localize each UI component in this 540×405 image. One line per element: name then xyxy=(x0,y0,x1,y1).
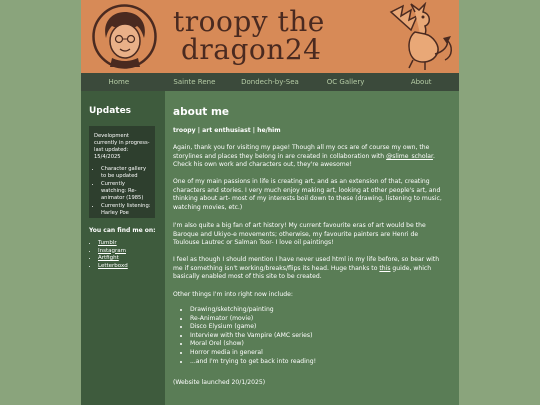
art-history-paragraph: I'm also quite a big fan of art history! My current favourite eras of art would be the Baroque and Ukiyo-e movements; otherwise, my favourite painters are Henri de Toulouse Lautrec or Salman Toor- I love oil paintings! xyxy=(173,222,426,247)
intro-text: Again, thank you for visiting my page! Though all my ocs are of course my own, the storylines and places they belong in are created in collaboration with xyxy=(173,144,430,160)
nav-home[interactable]: Home xyxy=(108,78,130,86)
nav-about[interactable]: About xyxy=(410,78,432,86)
launch-note: (Website launched 20/1/2025) xyxy=(173,379,266,386)
dragon-mascot-icon xyxy=(381,2,459,72)
link-letterboxd[interactable]: Letterboxd xyxy=(98,262,128,269)
tagline: troopy | art enthusiast | he/him xyxy=(173,127,281,134)
slime-scholar-link[interactable]: @slime_scholar xyxy=(386,152,433,160)
update-item: • Currently watching: Re-animator (1985) xyxy=(101,181,151,202)
page-title: about me xyxy=(173,106,230,118)
header-banner xyxy=(81,0,459,73)
nav-dondech-by-sea[interactable]: Dondech-by-Sea xyxy=(241,78,299,86)
list-item: • Moral Orel (show) xyxy=(190,340,440,349)
find-me-heading: You can find me on: xyxy=(89,227,156,234)
nav-bar xyxy=(81,73,459,91)
list-item: • Interview with the Vampire (AMC series) xyxy=(190,332,440,341)
list-item: • Disco Elysium (game) xyxy=(190,323,440,332)
nav-oc-gallery[interactable]: OC Gallery xyxy=(326,78,365,86)
interests-list xyxy=(173,306,440,366)
html-paragraph xyxy=(173,256,443,282)
social-links xyxy=(89,240,128,270)
update-item: • Character gallery to be updated xyxy=(101,166,151,180)
passions-paragraph: One of my main passions in life is creating art, and as an extension of that, creating characters and stories. I very much enjoy making art, looking at other people's art, and thinking about art- most of my interests boil down to these (drawing, listening to music, watching movies, etc.) xyxy=(173,178,442,211)
site-title-line-1: troopy the xyxy=(173,5,325,38)
interests-intro: Other things I'm into right now include: xyxy=(173,291,293,298)
updates-list xyxy=(94,166,151,217)
link-tumblr[interactable]: Tumblr xyxy=(98,240,117,246)
avatar-portrait-icon xyxy=(92,4,157,69)
html-text-end: guide, which basically enabled most of this site to be created. xyxy=(173,264,432,281)
nav-sainte-rene[interactable]: Sainte Rene xyxy=(173,78,216,86)
list-item: • ...and I'm trying to get back into reading! xyxy=(190,358,440,367)
updates-box xyxy=(89,126,155,218)
link-instagram[interactable]: Instagram xyxy=(98,247,126,254)
sidebar xyxy=(81,91,165,405)
site-title-line-2: dragon24 xyxy=(181,33,322,66)
list-item: • Re-Animator (movie) xyxy=(190,315,440,324)
update-item: • Currently listening: Harley Poe xyxy=(101,203,151,217)
list-item: • Drawing/sketching/painting xyxy=(190,306,440,315)
updates-heading: Updates xyxy=(89,106,132,116)
html-text: I feel as though I should mention I have never used html in my life before, so bear with me if something isn't working/breaks/flips its head. Huge thanks to xyxy=(173,256,440,272)
intro-text-end: . Check his own work and characters out, they're awesome! xyxy=(173,152,435,169)
link-artfight[interactable]: Artfight xyxy=(98,255,119,261)
updates-intro: Development currently in progress- last updated: 15/4/2025 xyxy=(94,133,150,160)
guide-link[interactable]: this xyxy=(379,264,391,272)
list-item: • Horror media in general xyxy=(190,349,440,358)
page xyxy=(81,0,459,405)
intro-paragraph xyxy=(173,144,443,170)
